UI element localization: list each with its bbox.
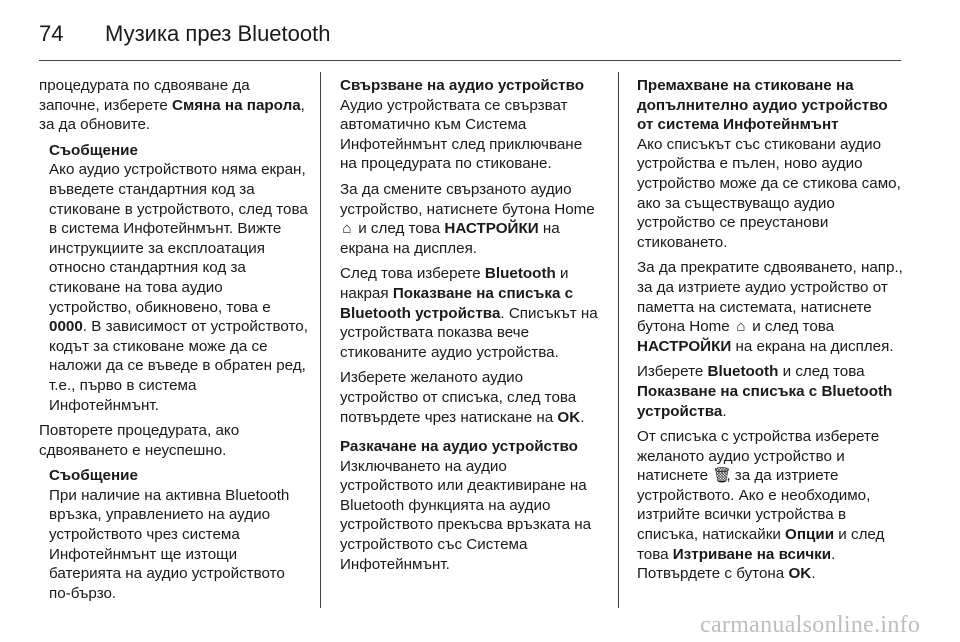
paragraph: процедурата по сдвояване да започне, изберете Смяна на парола, за да обновите. — [39, 77, 305, 134]
paragraph: Изберете Bluetooth и след това Показване на списъка с Bluetooth устройства. — [637, 363, 893, 420]
note-text: При наличие на активна Bluetooth връзка, управлението на аудио устройството чрез система Инфотейнмънт ще изтощи батерията на аудио устройството по-бързо. — [49, 486, 290, 602]
header-rule — [39, 60, 901, 61]
column-divider — [320, 72, 321, 608]
note-box — [49, 141, 309, 415]
note-box — [49, 466, 309, 603]
page-number: 74 — [39, 21, 64, 46]
paragraph: Изберете желаното аудио устройство от списъка, след това потвърдете чрез натискане на OK. — [340, 369, 585, 426]
page-title: Музика през Bluetooth — [105, 21, 331, 46]
paragraph: След това изберете Bluetooth и накрая Показване на списъка с Bluetooth устройства. Списъкът на устройствата показва вече стикованите аудио устройства. — [340, 265, 598, 361]
paragraph: Аудио устройствата се свързват автоматично към Система Инфотейнмънт след приключване на процедурата по стиковане. — [340, 96, 583, 173]
home-icon: ⌂ — [736, 318, 746, 336]
paragraph: Повторете процедурата, ако сдвояването е неуспешно. — [39, 422, 240, 459]
paragraph: За да смените свързаното аудио устройство, натиснете бутона Home ⌂ и след това НАСТРОЙКИ на екрана на дисплея. — [340, 180, 595, 257]
note-title: Съобщение — [49, 467, 138, 485]
note-text: Ако аудио устройството няма екран, въведете стандартния код за стиковане в устройството, след това в система Инфотейнмънт. Вижте инструкциите за експлоатация относно стандартния код за стиковане на това аудио устройство, обикновено, това е 0000. В зависимост от устройството, кодът за стиковане може да се наложи да се въведе в обратен ред, т.е., първо в система Инфотейнмънт. — [49, 161, 308, 414]
paragraph: Изключването на аудио устройството или деактивиране на Bluetooth функцията на аудио устройството прекъсва връзката на устройството със Система Инфотейнмънт. — [340, 457, 592, 573]
column-1 — [39, 76, 309, 609]
trash-icon: 🗑 — [712, 467, 732, 485]
watermark: carmanualsonline.info — [700, 612, 921, 638]
column-2 — [340, 76, 602, 580]
note-title: Съобщение — [49, 141, 138, 159]
column-3 — [637, 76, 907, 590]
paragraph: От списъка с устройства изберете желаното аудио устройство и натиснете 🗑, за да изтриете устройството. Ако е необходимо, изтрийте всички устройства в списъка, натискайки Опции и след това Изтриване на всички. Потвърдете с бутона OK. — [637, 428, 885, 583]
section-heading: Премахване на стиковане на допълнително аудио устройство от система Инфотейнмънт — [637, 77, 888, 134]
column-divider — [618, 72, 619, 608]
page-header — [39, 14, 919, 54]
home-icon: ⌂ — [342, 220, 352, 238]
section-heading: Разкачане на аудио устройство — [340, 438, 578, 456]
paragraph: Ако списъкът със стиковани аудио устройства е пълен, ново аудио устройство може да се стикова само, ако за съществуващо аудио устройство се преустанови стиковането. — [637, 135, 901, 251]
section-heading: Свързване на аудио устройство — [340, 77, 585, 94]
paragraph: За да прекратите сдвояването, напр., за да изтриете аудио устройство от паметта на системата, натиснете бутона Home ⌂ и след това НАСТРОЙКИ на екрана на дисплея. — [637, 259, 903, 355]
